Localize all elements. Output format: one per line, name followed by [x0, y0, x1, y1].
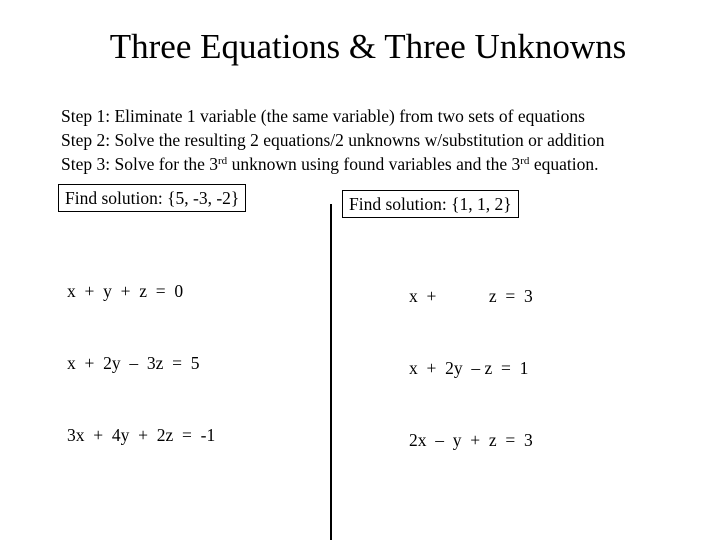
step-2 [61, 128, 711, 152]
step-3 [61, 152, 711, 176]
step-3-text-middle: unknown using found variables and the 3 [227, 154, 521, 174]
left-equation-2: x + 2y – 3z = 5 [67, 353, 200, 373]
step-3-superscript-2: rd [520, 155, 530, 167]
right-solution-box: Find solution: {1, 1, 2} [342, 190, 519, 218]
step-3-superscript-1: rd [218, 155, 228, 167]
step-3-text-after: equation. [529, 154, 599, 174]
step-1-text: : Eliminate 1 variable (the same variable) from two sets of equations [105, 106, 585, 126]
vertical-divider [330, 204, 332, 540]
step-1-label: Step 1 [61, 106, 106, 126]
step-1 [61, 104, 711, 128]
left-equation-3: 3x + 4y + 2z = -1 [67, 425, 216, 445]
slide-title: Three Equations & Three Unknowns [109, 27, 627, 66]
right-equation-1: x + z = 3 [409, 286, 533, 306]
step-3-text-before: : Solve for the 3 [105, 154, 219, 174]
step-2-label: Step 2: [61, 130, 111, 150]
left-solution-box: Find solution: {5, -3, -2} [58, 184, 246, 212]
left-equation-1: x + y + z = 0 [67, 281, 184, 301]
step-3-label: Step 3 [61, 154, 106, 174]
right-equation-3: 2x – y + z = 3 [409, 430, 533, 450]
left-equations [67, 231, 215, 495]
right-equations [409, 236, 533, 500]
right-equation-2: x + 2y – z = 1 [409, 358, 529, 378]
step-2-text: Solve the resulting 2 equations/2 unknowns w/substitution or addition [110, 130, 605, 150]
steps-list [61, 104, 711, 176]
